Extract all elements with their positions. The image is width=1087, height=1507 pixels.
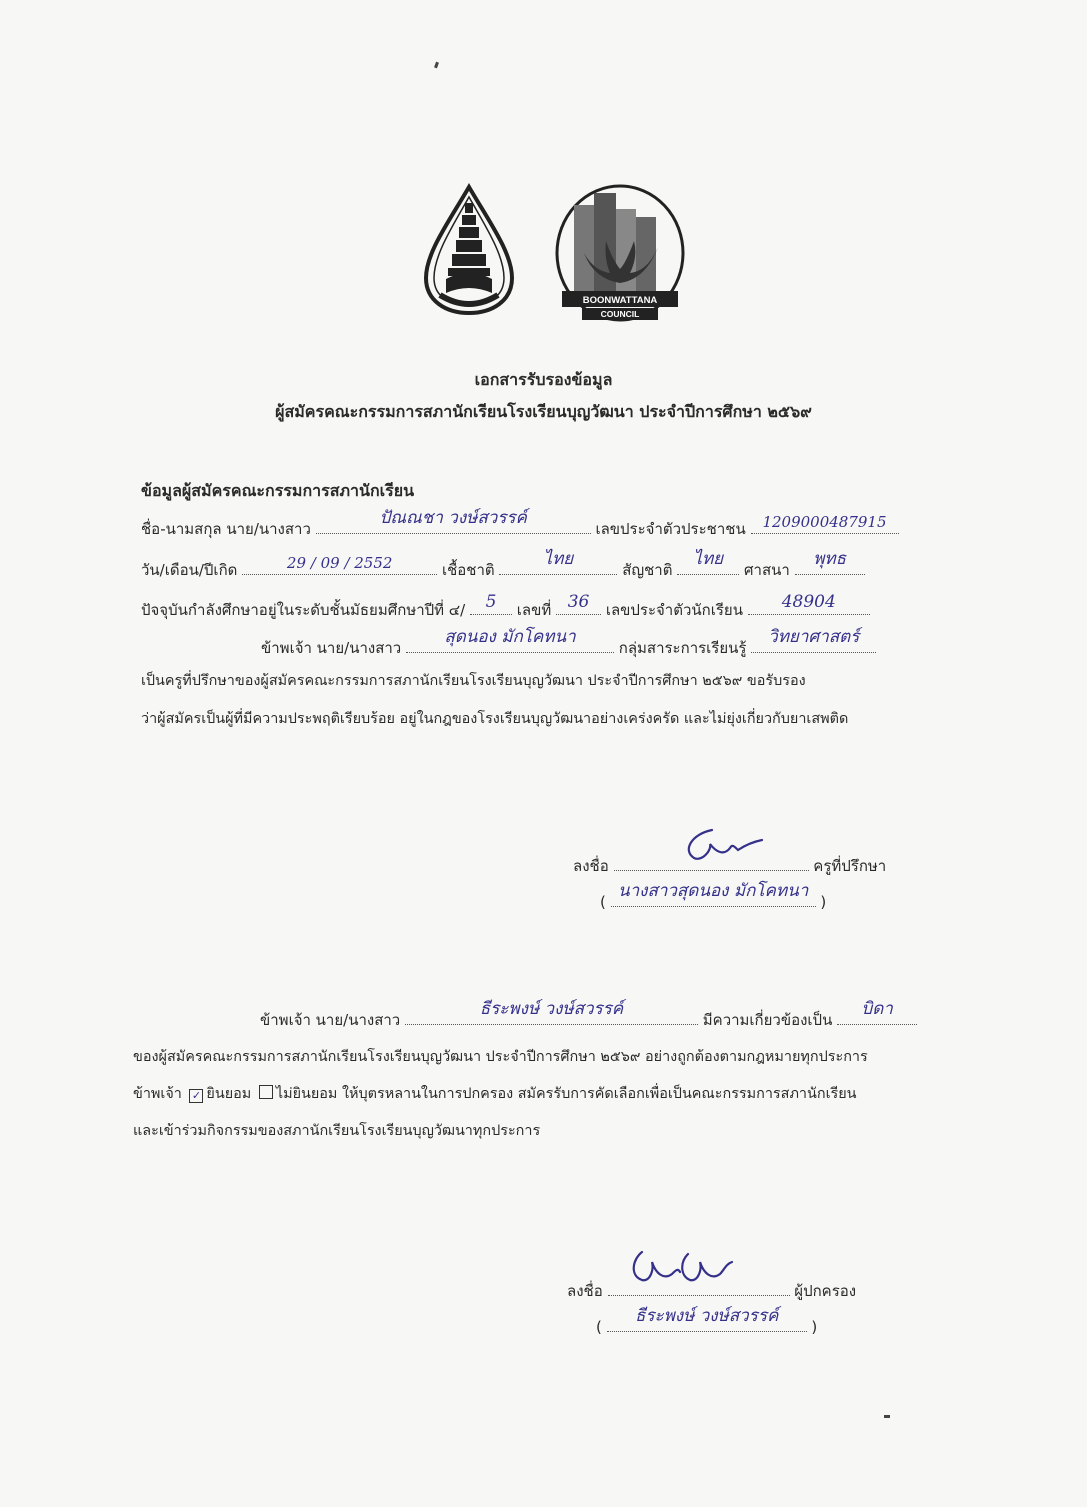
applicant-number-value: 36 bbox=[567, 592, 590, 612]
paper-mark-bottom bbox=[884, 1415, 890, 1418]
guardian-name-field[interactable] bbox=[405, 999, 698, 1025]
guardian-printed-name-row: ( ธีระพงษ์ วงษ์สวรรค์ ) bbox=[596, 1313, 817, 1336]
advisor-name-row bbox=[261, 627, 876, 660]
advisor-statement-line-2: ว่าผู้สมัครเป็นผู้ที่มีความประพฤติเรียบร้อย อยู่ในกฎของโรงเรียนบุญวัฒนาอย่างเคร่งครัด และไม่ยุ่งเกี่ยวกับยาเสพติด bbox=[141, 711, 849, 727]
consent-yes-label: ยินยอม bbox=[206, 1086, 252, 1102]
council-logo-text-1: BOONWATTANA bbox=[582, 295, 658, 306]
advisor-sign-role: ครูที่ปรึกษา bbox=[813, 857, 887, 875]
guardian-relation-value: บิดา bbox=[861, 999, 893, 1019]
applicant-religion-value: พุทธ bbox=[813, 549, 846, 569]
guardian-consent-line bbox=[133, 1082, 856, 1105]
applicant-level-row bbox=[141, 592, 870, 622]
advisor-printed-name-field[interactable] bbox=[611, 881, 816, 907]
guardian-name-row bbox=[260, 999, 917, 1032]
applicant-race-value: ไทย bbox=[543, 549, 574, 569]
applicant-number-field[interactable] bbox=[556, 592, 601, 615]
advisor-group-field[interactable] bbox=[751, 627, 876, 653]
applicant-student-id-label: เลขประจำตัวนักเรียน bbox=[605, 601, 743, 619]
consent-no-checkbox[interactable] bbox=[259, 1085, 273, 1099]
applicant-level-field[interactable] bbox=[470, 592, 512, 615]
applicant-name-field[interactable] bbox=[316, 508, 591, 534]
consent-no-label: ไม่ยินยอม bbox=[275, 1086, 338, 1102]
applicant-dob-row bbox=[141, 549, 865, 582]
guardian-relation-label: มีความเกี่ยวข้องเป็น bbox=[702, 1011, 833, 1029]
document-subtitle: ผู้สมัครคณะกรรมการสภานักเรียนโรงเรียนบุญวัฒนา ประจำปีการศึกษา ๒๕๖๙ bbox=[275, 402, 812, 421]
applicant-race-field[interactable] bbox=[499, 549, 617, 575]
document-title: เอกสารรับรองข้อมูล bbox=[474, 370, 613, 389]
advisor-name-field[interactable] bbox=[406, 627, 614, 653]
applicant-nationality-field[interactable] bbox=[677, 549, 739, 575]
guardian-statement-line-3: และเข้าร่วมกิจกรรมของสภานักเรียนโรงเรียนบุญวัฒนาทุกประการ bbox=[133, 1123, 541, 1139]
applicant-dob-value: 29 / 09 / 2552 bbox=[286, 554, 393, 572]
guardian-relation-field[interactable] bbox=[837, 999, 917, 1025]
guardian-signature-image bbox=[622, 1240, 742, 1295]
advisor-signature-image bbox=[672, 820, 772, 870]
applicant-level-value: 5 bbox=[485, 592, 497, 612]
guardian-printed-name: ธีระพงษ์ วงษ์สวรรค์ bbox=[634, 1306, 779, 1326]
applicant-name-row bbox=[141, 508, 899, 541]
advisor-name-value: สุดนอง มักโคทนา bbox=[444, 627, 576, 647]
applicant-dob-field[interactable] bbox=[242, 556, 437, 575]
advisor-statement-line-1: เป็นครูที่ปรึกษาของผู้สมัครคณะกรรมการสภานักเรียนโรงเรียนบุญวัฒนา ประจำปีการศึกษา ๒๕๖๙ ขอรับรอง bbox=[141, 673, 806, 689]
guardian-printed-name-field[interactable] bbox=[607, 1306, 807, 1332]
guardian-prefix-label: ข้าพเจ้า นาย/นางสาว bbox=[260, 1011, 401, 1029]
section-heading: ข้อมูลผู้สมัครคณะกรรมการสภานักเรียน bbox=[141, 481, 415, 500]
advisor-group-label: กลุ่มสาระการเรียนรู้ bbox=[618, 639, 747, 657]
consent-rest: ให้บุตรหลานในการปกครอง สมัครรับการคัดเลือกเพื่อเป็นคณะกรรมการสภานักเรียน bbox=[341, 1086, 857, 1102]
paper-mark-top bbox=[434, 62, 439, 69]
guardian-sign-label: ลงชื่อ bbox=[567, 1282, 603, 1300]
student-council-logo bbox=[554, 183, 686, 325]
council-logo-text-2: COUNCIL bbox=[600, 309, 640, 319]
applicant-student-id-field[interactable] bbox=[748, 592, 870, 615]
applicant-race-label: เชื้อชาติ bbox=[441, 561, 495, 579]
school-emblem-logo bbox=[418, 183, 520, 318]
consent-prefix: ข้าพเจ้า bbox=[133, 1086, 182, 1102]
applicant-religion-label: ศาสนา bbox=[744, 561, 790, 579]
guardian-name-value: ธีระพงษ์ วงษ์สวรรค์ bbox=[479, 999, 624, 1019]
applicant-id-field[interactable] bbox=[751, 515, 899, 534]
advisor-group-value: วิทยาศาสตร์ bbox=[768, 627, 860, 647]
applicant-religion-field[interactable] bbox=[795, 549, 865, 575]
applicant-dob-label: วัน/เดือน/ปีเกิด bbox=[141, 561, 238, 579]
applicant-student-id-value: 48904 bbox=[781, 592, 836, 612]
applicant-number-label: เลขที่ bbox=[516, 601, 552, 619]
applicant-name-label: ชื่อ-นามสกุล นาย/นางสาว bbox=[141, 520, 311, 538]
consent-yes-checkbox[interactable]: ✓ bbox=[189, 1089, 203, 1103]
applicant-level-label: ปัจจุบันกำลังศึกษาอยู่ในระดับชั้นมัธยมศึกษาปีที่ ๔/ bbox=[141, 601, 466, 619]
advisor-printed-name-row: ( นางสาวสุดนอง มักโคทนา ) bbox=[600, 888, 826, 911]
applicant-name-value: ปัณณชา วงษ์สวรรค์ bbox=[379, 508, 527, 528]
guardian-statement-line-1: ของผู้สมัครคณะกรรมการสภานักเรียนโรงเรียนบุญวัฒนา ประจำปีการศึกษา ๒๕๖๙ อย่างถูกต้องตามกฎหมายทุกประการ bbox=[133, 1049, 868, 1065]
applicant-id-label: เลขประจำตัวประชาชน bbox=[595, 520, 746, 538]
applicant-nationality-label: สัญชาติ bbox=[622, 561, 673, 579]
applicant-nationality-value: ไทย bbox=[693, 549, 724, 569]
advisor-sign-label: ลงชื่อ bbox=[573, 857, 609, 875]
applicant-id-value: 1209000487915 bbox=[762, 513, 887, 531]
advisor-prefix-label: ข้าพเจ้า นาย/นางสาว bbox=[261, 639, 402, 657]
guardian-sign-role: ผู้ปกครอง bbox=[794, 1282, 857, 1300]
advisor-printed-name: นางสาวสุดนอง มักโคทนา bbox=[618, 881, 809, 901]
